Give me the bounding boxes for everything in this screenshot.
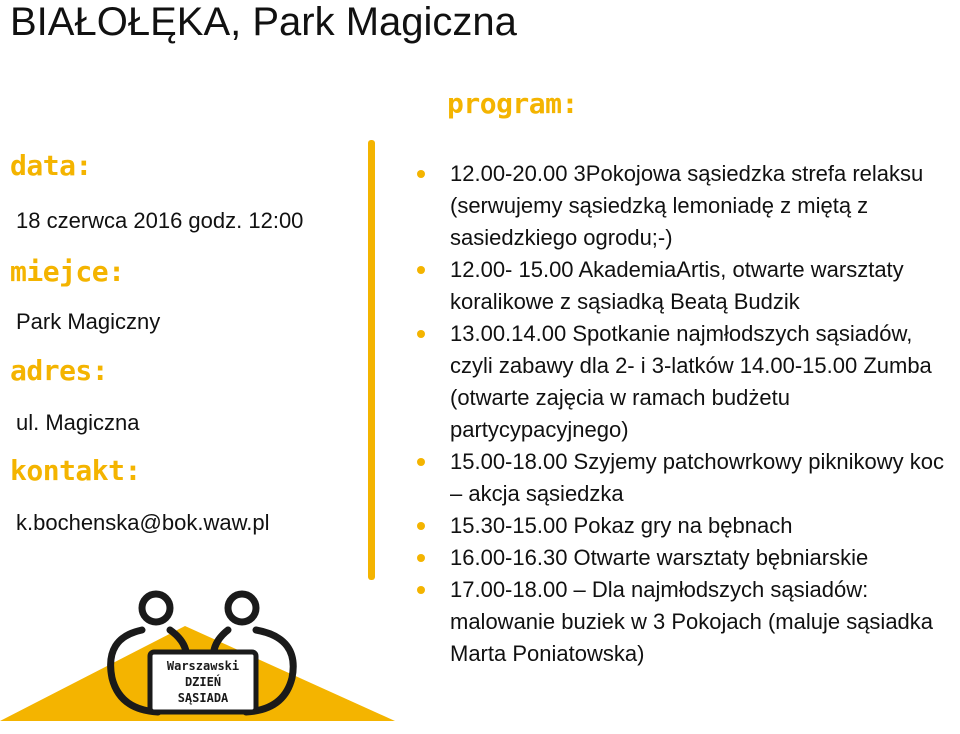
bullet-icon [417, 522, 425, 530]
program-item-text: 13.00.14.00 Spotkanie najmłodszych sąsiadów, czyli zabawy dla 2- i 3-latków 14.00-15.00 Zumba (otwarte zajęcia w ramach budżetu partycypacyjnego) [450, 321, 932, 442]
program-item [412, 318, 960, 446]
bullet-icon [417, 170, 425, 178]
date-value: 18 czerwca 2016 godz. 12:00 [16, 208, 304, 233]
logo-graphic [0, 586, 395, 729]
program-item-text: 15.30-15.00 Pokaz gry na bębnach [450, 513, 793, 538]
program-item [412, 446, 960, 510]
bullet-icon [417, 554, 425, 562]
vertical-divider [368, 140, 375, 580]
logo-line-2: DZIEŃ [184, 675, 222, 689]
address-heading: adres: [10, 354, 109, 387]
bullet-icon [417, 458, 425, 466]
program-item-text: 17.00-18.00 – Dla najmłodszych sąsiadów: malowanie buziek w 3 Pokojach (maluje sąsiadka Marta Poniatowska) [450, 577, 934, 666]
program-item-text: 16.00-16.30 Otwarte warsztaty bębniarskie [450, 545, 869, 570]
contact-email[interactable]: k.bochenska@bok.waw.pl [16, 510, 270, 535]
program-item-text: 12.00-20.00 3Pokojowa sąsiedzka strefa relaksu (serwujemy sąsiedzką lemoniadę z miętą z sasiedzkiego ogrodu;-) [450, 161, 924, 250]
page-title: BIAŁOŁĘKA, Park Magiczna [10, 0, 517, 44]
program-item [412, 574, 960, 670]
logo-line-1: Warszawski [166, 659, 240, 673]
program-item [412, 510, 960, 542]
program-item-text: 12.00- 15.00 AkademiaArtis, otwarte warsztaty koralikowe z sąsiadką Beatą Budzik [450, 257, 904, 314]
place-value: Park Magiczny [16, 309, 161, 334]
program-list [412, 158, 960, 670]
logo-line-3: SĄSIADA [177, 691, 229, 705]
bullet-icon [417, 266, 425, 274]
contact-heading: kontakt: [10, 454, 141, 487]
program-item [412, 542, 960, 574]
bullet-icon [417, 586, 425, 594]
program-item-text: 15.00-18.00 Szyjemy patchowrkowy piknikowy koc – akcja sąsiedzka [450, 449, 945, 506]
place-heading: miejce: [10, 255, 125, 288]
address-value: ul. Magiczna [16, 410, 140, 435]
program-item [412, 158, 960, 254]
bullet-icon [417, 330, 425, 338]
dzien-sasiada-logo [0, 586, 395, 729]
date-heading: data: [10, 149, 92, 182]
program-heading: program: [447, 87, 578, 120]
program-item [412, 254, 960, 318]
